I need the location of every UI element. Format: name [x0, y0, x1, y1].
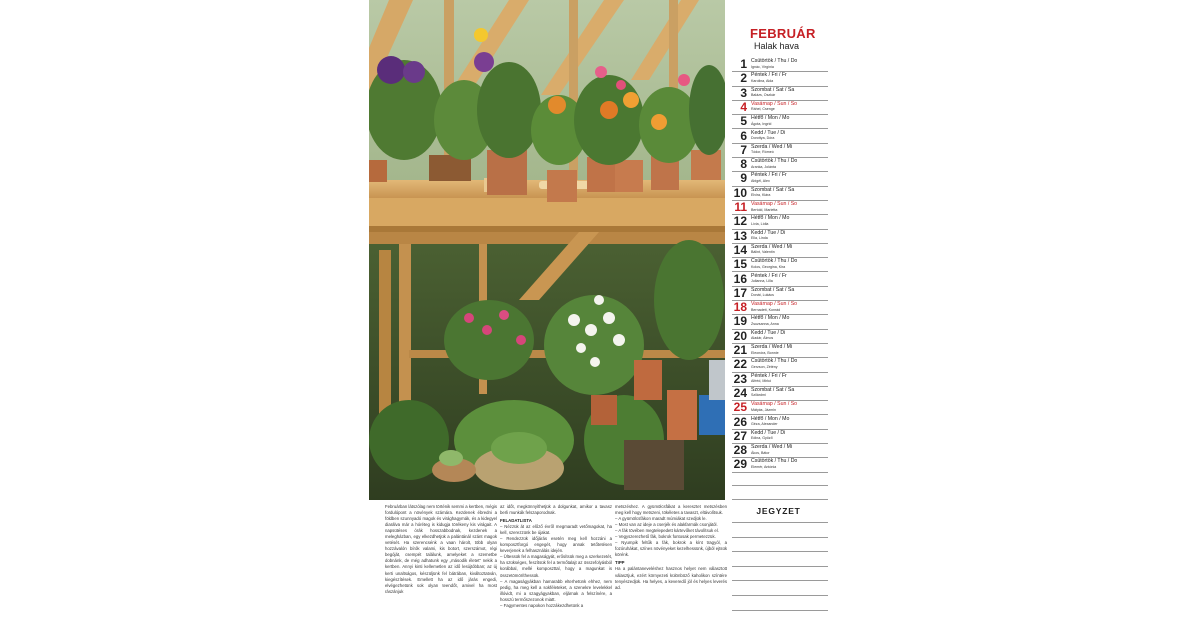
article-paragraph: az időt, megkönnyíthetjük a dolgunkat, amikor a tavasz berli munkák felszaporodnak.: [500, 504, 612, 516]
day-number: 3: [740, 85, 747, 100]
task-item: – Nyumpik feltűk a fák, bokrok a kínt tragyól, a fozóruhákat, színes növényeket kezelhessünk, újból ejtsük körénk.: [615, 540, 727, 558]
day-row: [732, 186, 828, 201]
task-item: – A gyümölcsfákon maradt múmiákat szedjük le.: [615, 516, 707, 522]
day-row: [732, 157, 828, 172]
weekday-label: Vasárnap / Sun / So: [751, 401, 798, 408]
day-number: 15: [733, 257, 747, 272]
task-item: – Nézzük át az előző évről megmaradt vetőmagokat, ha kell, szerezzünk be újakat.: [500, 524, 612, 536]
day-number: 11: [734, 200, 747, 214]
day-row: [732, 400, 828, 415]
day-row: [732, 300, 828, 315]
weekday-label: Péntek / Fri / Fr: [751, 272, 787, 279]
name-days: Eleonóra, Bonnie: [751, 350, 779, 355]
day-number: 28: [733, 443, 747, 458]
day-number: 7: [740, 142, 747, 157]
weekday-label: Kedd / Tue / Di: [751, 429, 786, 436]
weekday-label: Péntek / Fri / Fr: [751, 72, 787, 79]
name-days: Julianna, Lilla: [751, 279, 773, 283]
task-item: – Ültessük fel a magaságyát, erősítsük meg a szerkezetét, ha szükséges, feszítsük fel a termőtalajt az összefolyásból korábbal, mellé komposzttal, hogy a magunkat is összetömöríthessük.: [500, 554, 612, 578]
day-number: 25: [733, 400, 747, 415]
article-column-1: [385, 504, 497, 595]
day-number: 21: [733, 343, 747, 357]
weekday-label: Kedd / Tue / Di: [751, 329, 786, 336]
weekday-label: Hétfő / Mon / Mo: [751, 215, 790, 222]
task-item: – Rendezzük időjárás esetén meg kell hozzáni a komposztforgó engegét, hogy annak tetőtetésen keverjenek a felhasználás idején.: [500, 536, 612, 554]
day-row: [732, 329, 828, 344]
day-row: [732, 143, 828, 158]
name-days: Lívia, Lídia: [751, 221, 769, 226]
weekday-label: Szerda / Wed / Mi: [751, 143, 793, 150]
note-line: [732, 566, 828, 567]
task-item: – Most van az ideje a cserjék és alakfarmák csonjától.: [615, 522, 718, 528]
blank-line: [732, 485, 828, 486]
weekday-label: Kedd / Tue / Di: [751, 229, 786, 236]
day-number: 29: [733, 457, 747, 472]
weekday-label: Szerda / Wed / Mi: [751, 243, 793, 250]
day-row: [732, 100, 828, 115]
name-days: Ágota, Ingrid: [751, 121, 772, 126]
day-row: [732, 429, 828, 444]
weekday-label: Hétfő / Mon / Mo: [751, 115, 790, 122]
task-item: – A magaságyákban hamarabb elterhetünk ehhez, nem pedig, ha meg kell a sokféleteket, a szenekre levelekkel illóvidt, mi a szagyágyakban, eljárnak a felszínére, a hosszú termőszezonok miatt.: [500, 578, 612, 602]
day-row: [732, 129, 828, 144]
day-number: 1: [740, 57, 747, 71]
task-item: – Vegyszerezhető fák, bokrok fontosak permetezzük.: [615, 534, 716, 540]
name-days: Géza, Alexander: [751, 422, 778, 426]
name-days: Mátyás, Jázmin: [751, 407, 776, 412]
day-number: 5: [740, 114, 747, 129]
weekday-label: Hétfő / Mon / Mo: [751, 415, 790, 422]
name-days: Balázs, Oszkár: [751, 93, 776, 98]
weekday-label: Csütörtök / Thu / Do: [751, 58, 798, 64]
day-number: 10: [733, 185, 747, 200]
day-row: [732, 372, 828, 387]
article-paragraph: Februárban látszólag nem történik semmi a kertben, mégis fordulópont a növények számára. Kezdenek ébredni a földben szunnyadó magok és virághagymák, és a kidegyel diarálva már a hóréteg is kidugja törékeny kis virágait. A napsütéses órák hosszabbodnak, kezdenek a melegházban, egy elkezdhetjük a palántánál szánt magok vetését. Ha szerencsénk a vaan hárolt, több olyan hozzávalón bírók valami, kis botort, szerszámot, régi begóját, csempét találunk, amelyeket a szemetbe dobnánk, de még adhatunk egy „második életet” nekik a kertben. Annyi kinti kellemetlen az idő lesújtóbban; az új kerti unaltságos, készüljünk fel bátrában, kiváltoztatván, kiegészítések. Emellett ha az idő járás engedi, elvégezhetünk sok olyan teendőt, amivel ha most rászánjuk: [385, 504, 498, 594]
name-days: Bálint, Valentin: [751, 250, 775, 255]
day-number: 12: [733, 214, 747, 229]
weekday-label: Szombat / Sat / Sa: [751, 186, 795, 193]
day-number: 27: [733, 428, 747, 443]
name-days: Aranka, Jolánta: [751, 164, 776, 169]
note-line: [732, 595, 828, 596]
weekday-label: Péntek / Fri / Fr: [751, 172, 787, 179]
weekday-label: Csütörtök / Thu / Do: [751, 158, 798, 165]
name-days: Ráhel, Csenge: [751, 107, 775, 112]
name-days: Ignác, Virgínia: [751, 64, 774, 69]
day-number: 14: [733, 242, 747, 257]
name-days: Gerzson, Zétény: [751, 364, 778, 369]
day-number: 6: [740, 128, 747, 143]
note-line: [732, 580, 828, 581]
day-row: [732, 71, 828, 86]
day-row: [732, 243, 828, 258]
weekday-label: Péntek / Fri / Fr: [751, 372, 787, 379]
day-row: [732, 257, 828, 272]
weekday-label: Kedd / Tue / Di: [751, 129, 786, 136]
day-row: [732, 357, 828, 372]
article-column-3: [615, 504, 727, 591]
day-row: [732, 272, 828, 287]
name-days: Edina, Gyöző: [751, 436, 773, 441]
day-row: [732, 343, 828, 358]
name-days: Ella, Linda: [751, 236, 768, 241]
name-days: Alfréd, Mirkó: [751, 379, 772, 384]
weekday-label: Csütörtök / Thu / Do: [751, 358, 798, 365]
weekday-label: Vasárnap / Sun / So: [751, 100, 798, 107]
weekday-label: Szerda / Wed / Mi: [751, 444, 793, 451]
name-days: Abigél, Alex: [751, 178, 770, 183]
weekday-label: Hétfő / Mon / Mo: [751, 315, 790, 322]
day-row: [732, 286, 828, 301]
day-number: 2: [740, 71, 747, 86]
section-heading: FELADATLISTA: [500, 518, 532, 524]
day-number: 20: [733, 328, 747, 343]
task-item: – Fagymentes napokon hozzákezdhetünk a: [500, 602, 584, 608]
tip-text: Ha a palántaneveléshez hasznos helyet nem választott választjuk, ezért környezeti különböző kaholikon színtére tenyészedjük. Ha helyes, a keveredő jól és helyes leverés ad.: [615, 566, 727, 590]
calendar-page: [369, 0, 829, 630]
article-column-2: [500, 504, 612, 609]
day-row: [732, 57, 828, 72]
day-row: [732, 200, 828, 215]
tip-heading: TIPP: [615, 560, 625, 566]
weekday-label: Szombat / Sat / Sa: [751, 86, 795, 93]
day-row: [732, 415, 828, 430]
day-number: 8: [740, 157, 747, 172]
article-paragraph: metszéshez. A gyümölcsfákat a keresztet metszésben meg kell hogy metszeni, tökéletes a tavaszt, eltávolítsuk.: [615, 504, 727, 516]
name-days: Elemér, Antónia: [751, 464, 777, 469]
weekday-label: Szerda / Wed / Mi: [751, 344, 793, 350]
day-number: 26: [733, 414, 747, 429]
day-number: 19: [733, 314, 747, 329]
weekday-label: Vasárnap / Sun / So: [751, 301, 798, 308]
note-line: [732, 522, 828, 523]
day-number: 17: [733, 285, 747, 300]
day-number: 24: [733, 385, 747, 400]
notes-label: JEGYZET: [756, 506, 801, 516]
calendar-column: [728, 0, 829, 630]
month-subtitle: Halak hava: [754, 41, 800, 51]
day-row: [732, 443, 828, 458]
day-row: [732, 457, 828, 472]
weekday-label: Szombat / Sat / Sa: [751, 286, 795, 293]
weekday-label: Csütörtök / Thu / Do: [751, 458, 798, 465]
name-days: Dorottya, Dóra: [751, 136, 775, 140]
task-item: – A fák tövében megtelepedett kártevőket távolítsuk el.: [615, 528, 719, 534]
day-row: [732, 114, 828, 129]
day-number: 4: [740, 99, 747, 114]
name-days: Zsuzsanna, Anna: [751, 321, 779, 326]
day-row: [732, 171, 828, 186]
name-days: Bernadett, Konrád: [751, 307, 781, 312]
note-line: [732, 537, 828, 538]
day-row: [732, 86, 828, 101]
name-days: Karolina, Aida: [751, 78, 774, 83]
day-row: [732, 314, 828, 329]
weekday-label: Csütörtök / Thu / Do: [751, 258, 798, 265]
name-days: Bertold, Marietta: [751, 207, 778, 212]
greenhouse-photo: [369, 0, 725, 500]
day-number: 16: [733, 271, 747, 286]
name-days: Ákos, Bátor: [751, 450, 770, 455]
name-days: Donát, Lukács: [751, 293, 774, 298]
day-row: [732, 229, 828, 244]
day-row: [732, 214, 828, 229]
name-days: Aladár, Álmos: [751, 336, 774, 341]
day-number: 9: [740, 171, 747, 186]
month-title: FEBRUÁR: [750, 26, 816, 41]
weekday-label: Vasárnap / Sun / So: [751, 201, 798, 207]
day-row: [732, 386, 828, 401]
name-days: Elvira, Klára: [751, 193, 771, 198]
day-number: 18: [733, 300, 747, 315]
name-days: Szilárdmi: [751, 393, 766, 398]
name-days: Tódor, Rómeó: [751, 150, 774, 155]
day-number: 13: [733, 228, 747, 243]
day-number: 22: [733, 357, 747, 372]
name-days: Kolos, Georgina, Kira: [751, 264, 786, 269]
blank-line: [732, 499, 828, 500]
note-line: [732, 551, 828, 552]
weekday-label: Szombat / Sat / Sa: [751, 386, 795, 393]
note-line: [732, 610, 828, 611]
day-number: 23: [733, 371, 747, 386]
